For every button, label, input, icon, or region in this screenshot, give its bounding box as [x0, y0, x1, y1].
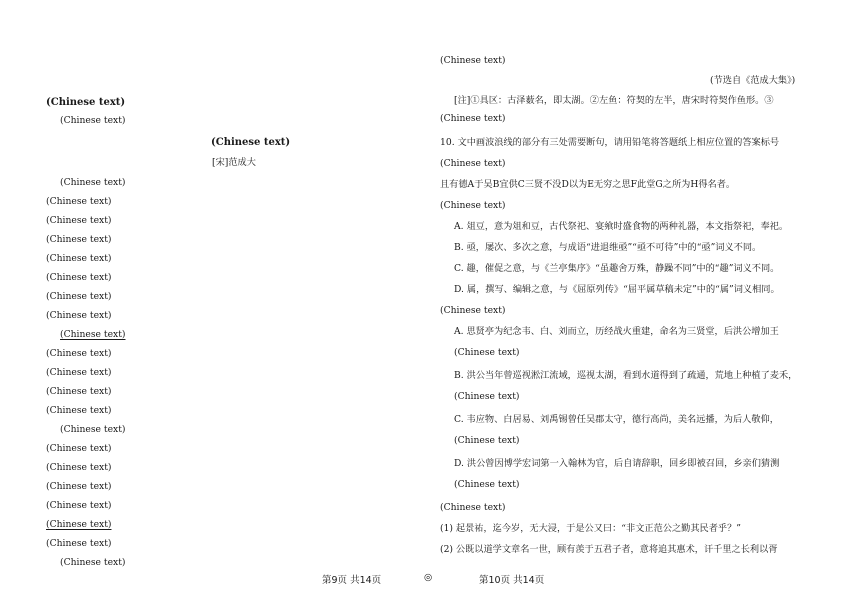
source-note: (节选自《范成大集》) [710, 75, 796, 86]
question-11-option: B. 亟，屡次、多次之意，与成语“进退维亟”“亟不可待”中的“亟”词义不同。 [454, 242, 762, 253]
question-12-option: A. 思贤亭为纪念韦、白、刘而立，历经战火重建，命名为三贤堂，后洪公增加王 [454, 326, 779, 337]
essay-continuation: (Chinese text) [440, 55, 506, 66]
question-12-option: B. 洪公当年曾巡视淞江流域，巡视太湖，看到水道得到了疏通，荒地上种植了麦禾， [454, 370, 798, 381]
underlined-sentence: (Chinese text) [60, 329, 126, 340]
underlined-sentence: (Chinese text) [46, 519, 112, 530]
question-11-option: C. 趣，催促之意，与《兰亭集序》“虽趣舍万殊，静躁不同”中的“趣”词义不同。 [454, 263, 780, 274]
essay-line: (Chinese text) [46, 462, 112, 473]
essay-line: (Chinese text) [46, 538, 112, 549]
question-11-option: D. 属，撰写、编辑之意，与《屈原列传》“屈平属草稿未定”中的“属”词义相同。 [454, 284, 780, 295]
question-12-stem: (Chinese text) [440, 305, 506, 316]
question-10-line: 10. 文中画波浪线的部分有三处需要断句，请用铅笔将答题纸上相应位置的答案标号 [440, 137, 780, 148]
essay-line: (Chinese text) [46, 367, 112, 378]
question-13-stem: (Chinese text) [440, 502, 506, 513]
question-11-option: A. 俎豆，意为俎和豆，古代祭祀、宴飨时盛食物的两种礼器，本文指祭祀，奉祀。 [454, 221, 789, 232]
page-number-right: 第10页 共14页 [479, 575, 545, 586]
question-12-option: (Chinese text) [454, 347, 520, 358]
essay-line: (Chinese text) [60, 557, 126, 568]
essay-author: [宋]范成大 [212, 157, 256, 168]
essay-line: (Chinese text) [46, 196, 112, 207]
question-12-option: (Chinese text) [454, 391, 520, 402]
essay-line: (Chinese text) [46, 405, 112, 416]
essay-line: (Chinese text) [46, 253, 112, 264]
intro-text: (Chinese text) [60, 115, 126, 126]
annotation-line: [注]①具区：古泽薮名，即太湖。②左鱼：符契的左半，唐宋时符契作鱼形。③ [454, 95, 774, 106]
section-heading: (Chinese text) [46, 97, 126, 108]
essay-line: (Chinese text) [46, 348, 112, 359]
essay-line: (Chinese text) [46, 500, 112, 511]
question-13-item: (1) 起景祐，迄今岁，无大浸，于是公又曰：“非文正范公之勤其民者乎？” [440, 523, 741, 534]
question-13-item: (2) 公既以道学文章名一世，顾有羡于五君子者，意将追其惠术，讦千里之长利以胥 [440, 544, 778, 555]
essay-line: (Chinese text) [46, 481, 112, 492]
annotation-line: (Chinese text) [440, 113, 506, 124]
essay-line: (Chinese text) [46, 443, 112, 454]
question-10-line: 且有德A于吴B宜供C三贤不没D以为E无穷之思F此堂G之所为H得名者。 [440, 179, 736, 190]
page-number-left: 第9页 共14页 [322, 575, 382, 586]
essay-line: (Chinese text) [60, 424, 126, 435]
question-12-option: (Chinese text) [454, 435, 520, 446]
essay-title: (Chinese text) [211, 137, 291, 148]
page-mark-icon: ◎ [424, 572, 433, 583]
essay-line: (Chinese text) [46, 310, 112, 321]
essay-line: (Chinese text) [46, 234, 112, 245]
question-12-option: C. 韦应物、白居易、刘禹锡曾任吴郡太守，德行高尚，美名远播，为后人敬仰， [454, 414, 779, 425]
essay-line: (Chinese text) [46, 386, 112, 397]
question-12-option: (Chinese text) [454, 479, 520, 490]
question-12-option: D. 洪公曾因博学宏词第一入翰林为官，后自请辞职，回乡即被召回，乡亲们猜测 [454, 458, 780, 469]
question-11-stem: (Chinese text) [440, 200, 506, 211]
essay-line: (Chinese text) [46, 215, 112, 226]
essay-line: (Chinese text) [60, 177, 126, 188]
essay-line: (Chinese text) [46, 291, 112, 302]
question-10-line: (Chinese text) [440, 158, 506, 169]
essay-line: (Chinese text) [46, 272, 112, 283]
